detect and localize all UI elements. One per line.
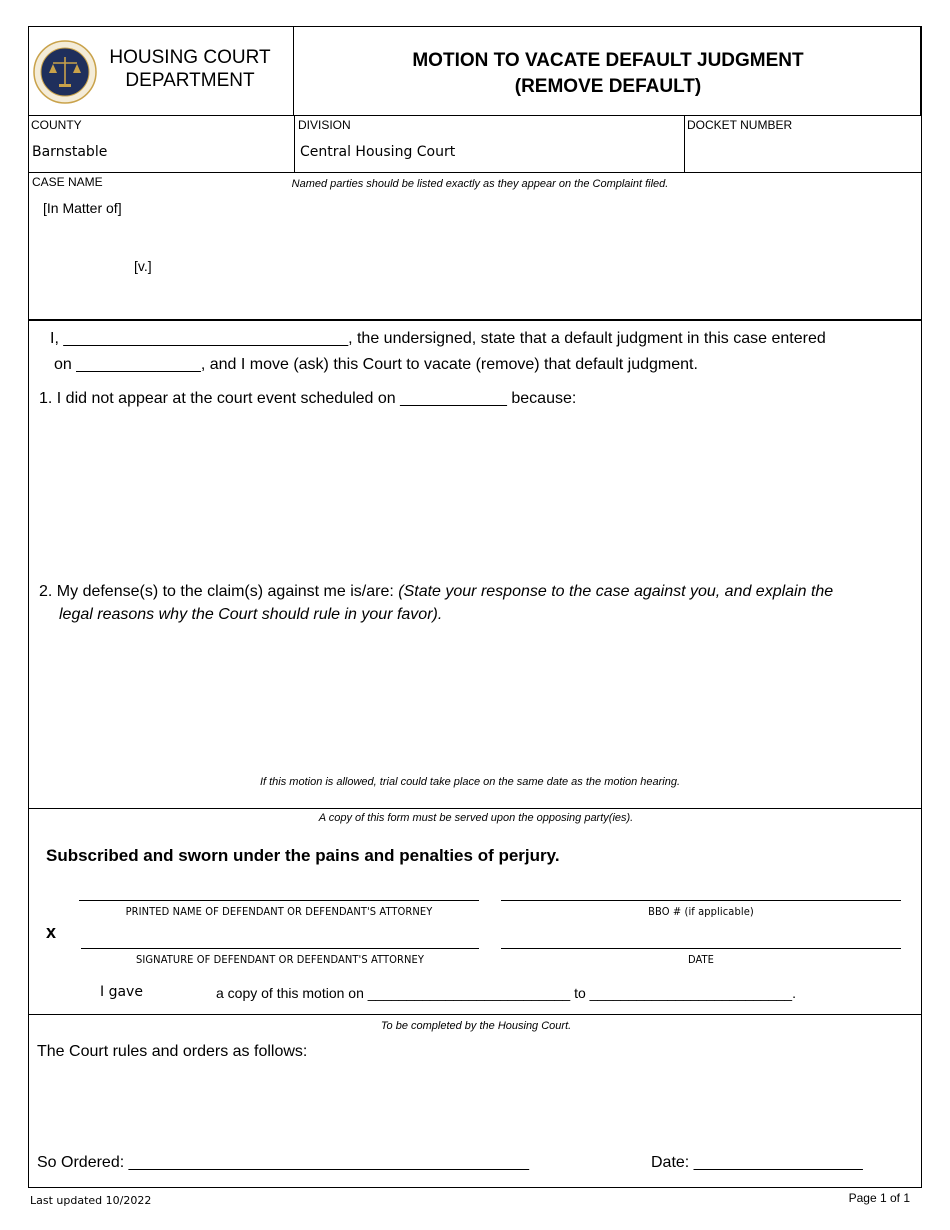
department-line-1: HOUSING COURT <box>109 47 271 68</box>
division-docket-divider <box>684 115 685 172</box>
county-division-divider <box>294 115 295 172</box>
printed-name-line[interactable] <box>79 900 479 901</box>
header-right-edge <box>920 26 922 115</box>
court-date-line: Date: ___________________ <box>651 1154 863 1171</box>
service-method-field[interactable]: I gave <box>100 984 143 1000</box>
service-note: A copy of this form must be served upon the opposing party(ies). <box>318 812 634 824</box>
fields-bottom-rule <box>28 172 922 173</box>
form-title: MOTION TO VACATE DEFAULT JUDGMENT <box>412 50 804 71</box>
court-seal-icon <box>33 40 97 104</box>
item-2-instructions: (State your response to the case against you, and explain the <box>398 583 834 600</box>
signature-bottom-rule <box>28 1014 922 1015</box>
trial-note: If this motion is allowed, trial could take place on the same date as the motion hearing. <box>259 776 681 788</box>
printed-name-label: PRINTED NAME OF DEFENDANT OR DEFENDANT'S ATTORNEY <box>125 905 433 918</box>
item-1-non-appearance: 1. I did not appear at the court event scheduled on ____________ because: <box>39 390 577 407</box>
court-orders-field[interactable] <box>40 1068 910 1148</box>
item-2-instructions-cont: legal reasons why the Court should rule in your favor). <box>59 606 443 623</box>
signature-line[interactable] <box>81 948 479 949</box>
signature-x-mark: x <box>46 922 57 942</box>
statement-bottom-rule <box>28 808 922 809</box>
county-field[interactable]: Barnstable <box>32 144 108 160</box>
non-appearance-reason-field[interactable] <box>40 416 910 576</box>
statement-line-1: I, ________________________________, the undersigned, state that a default judgment in this case entered <box>50 330 826 347</box>
service-copy-line: a copy of this motion on __________________________ to __________________________. <box>216 985 796 1001</box>
docket-number-field[interactable] <box>688 140 916 166</box>
docket-label: DOCKET NUMBER <box>687 118 793 132</box>
defenses-field[interactable] <box>40 632 910 772</box>
form-subtitle: (REMOVE DEFAULT) <box>514 76 702 97</box>
header-bottom-rule <box>28 115 922 116</box>
case-name-label: CASE NAME <box>32 175 103 189</box>
date-line[interactable] <box>501 948 901 949</box>
department-line-2: DEPARTMENT <box>125 70 255 91</box>
item-2-defenses <box>39 583 833 601</box>
bbo-line[interactable] <box>501 900 901 901</box>
in-matter-of-field[interactable]: [In Matter of] <box>43 200 122 216</box>
date-label: DATE <box>687 953 715 966</box>
division-label: DIVISION <box>298 118 351 132</box>
header-divider <box>293 26 294 115</box>
division-field[interactable]: Central Housing Court <box>300 144 456 160</box>
so-ordered-line: So Ordered: _____________________________________________ <box>37 1154 530 1171</box>
item-2-label: 2. My defense(s) to the claim(s) against me is/are: <box>39 583 399 600</box>
case-name-note: Named parties should be listed exactly as they appear on the Complaint filed. <box>291 178 669 190</box>
bbo-label: BBO # (if applicable) <box>648 905 754 918</box>
statement-line-2: on ______________, and I move (ask) this Court to vacate (remove) that default judgment. <box>54 356 698 373</box>
last-updated: Last updated 10/2022 <box>30 1194 152 1207</box>
sworn-statement: Subscribed and sworn under the pains and penalties of perjury. <box>46 846 560 865</box>
versus-field[interactable]: [v.] <box>134 258 152 274</box>
court-rules-heading: The Court rules and orders as follows: <box>37 1043 308 1060</box>
page-number: Page 1 of 1 <box>848 1191 910 1205</box>
case-name-bottom-rule <box>28 319 922 321</box>
court-note: To be completed by the Housing Court. <box>380 1020 572 1032</box>
county-label: COUNTY <box>31 118 82 132</box>
signature-label: SIGNATURE OF DEFENDANT OR DEFENDANT'S ATTORNEY <box>136 953 424 966</box>
